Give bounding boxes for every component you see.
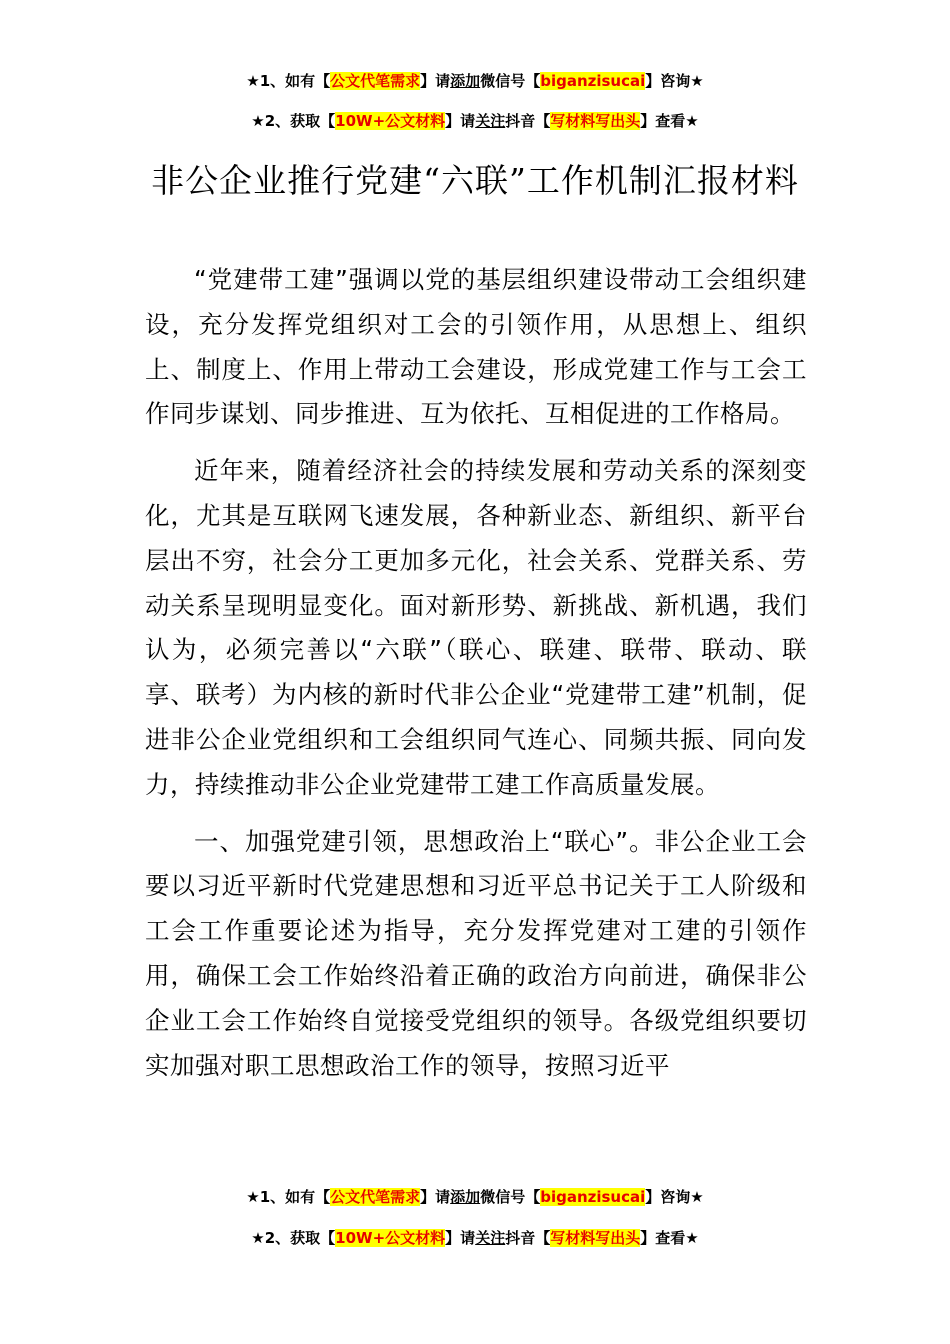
highlight-wechat-id: biganzisucai — [540, 1188, 646, 1206]
paragraph: 近年来，随着经济社会的持续发展和劳动关系的深刻变化，尤其是互联网飞速发展，各种新业态、新组织、新平台层出不穷，社会分工更加多元化，社会关系、党群关系、劳动关系呈现明显变化。面对新形势、新挑战、新机遇，我们认为，必须完善以“六联”（联心、联建、联带、联动、联享、联考）为内核的新时代非公企业“党建带工建”机制，促进非公企业党组织和工会组织同气连心、同频共振、同向发力，持续推动非公企业党建带工建工作高质量发展。 — [145, 456, 807, 799]
star-icon: ★ — [246, 1188, 260, 1206]
banner-text: 】查看 — [640, 1229, 686, 1247]
banner-text: 抖音【 — [505, 1229, 551, 1247]
star-icon: ★ — [251, 112, 265, 130]
banner-text: 】请 — [445, 1229, 476, 1247]
star-icon: ★ — [251, 1229, 265, 1247]
banner-text: 微信号【 — [480, 1188, 541, 1206]
highlight-douyin-account: 写材料写出头 — [550, 112, 641, 130]
banner-text: 】咨询 — [645, 1188, 691, 1206]
highlight-douyin-account: 写材料写出头 — [550, 1229, 641, 1247]
banner-text: 1、如有【 — [259, 1188, 331, 1206]
highlight-wechat-id: biganzisucai — [540, 72, 646, 90]
banner-text: 1、如有【 — [259, 72, 331, 90]
banner-text: 2、获取【 — [264, 112, 336, 130]
banner-text: 】请 — [445, 112, 476, 130]
document-title: 非公企业推行党建“六联”工作机制汇报材料 — [151, 161, 799, 200]
star-icon: ★ — [685, 112, 699, 130]
highlight-service: 公文代笔需求 — [330, 72, 421, 90]
promo-banner-bottom-line1 — [0, 1186, 950, 1208]
document-body — [145, 258, 807, 1100]
underlined-action: 添加 — [450, 72, 481, 90]
highlight-service: 公文代笔需求 — [330, 1188, 421, 1206]
highlight-materials: 10W+公文材料 — [335, 1229, 446, 1247]
paragraph: 一、加强党建引领，思想政治上“联心”。非公企业工会要以习近平新时代党建思想和习近平总书记关于工人阶级和工会工作重要论述为指导，充分发挥党建对工建的引领作用，确保工会工作始终沿着正确的政治方向前进，确保非公企业工会工作始终自觉接受党组织的领导。各级党组织要切实加强对职工思想政治工作的领导，按照习近平 — [145, 826, 807, 1080]
banner-text: 2、获取【 — [264, 1229, 336, 1247]
underlined-action: 关注 — [475, 112, 506, 130]
star-icon: ★ — [246, 72, 260, 90]
banner-text: 】查看 — [640, 112, 686, 130]
star-icon: ★ — [685, 1229, 699, 1247]
star-icon: ★ — [690, 72, 704, 90]
banner-text: 】请 — [420, 1188, 451, 1206]
star-icon: ★ — [690, 1188, 704, 1206]
banner-text: 】咨询 — [645, 72, 691, 90]
highlight-materials: 10W+公文材料 — [335, 112, 446, 130]
underlined-action: 添加 — [450, 1188, 481, 1206]
banner-text: 微信号【 — [480, 72, 541, 90]
underlined-action: 关注 — [475, 1229, 506, 1247]
banner-text: 】请 — [420, 72, 451, 90]
paragraph: “党建带工建”强调以党的基层组织建设带动工会组织建设，充分发挥党组织对工会的引领作用，从思想上、组织上、制度上、作用上带动工会建设，形成党建工作与工会工作同步谋划、同步推进、互为依托、互相促进的工作格局。 — [145, 265, 807, 429]
banner-text: 抖音【 — [505, 112, 551, 130]
promo-banner-top-line1 — [0, 70, 950, 92]
promo-banner-top-line2 — [0, 110, 950, 132]
promo-banner-bottom-line2 — [0, 1227, 950, 1249]
